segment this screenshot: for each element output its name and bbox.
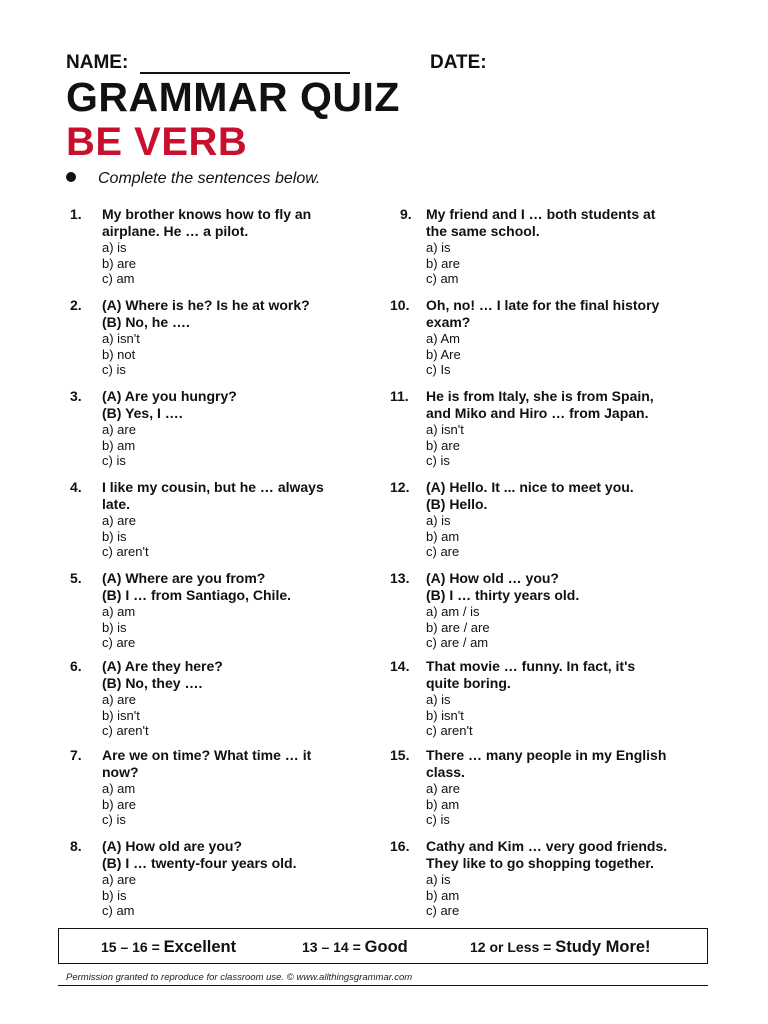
answer-option: a) is <box>426 240 451 255</box>
name-line <box>140 54 350 74</box>
question-stem: late. <box>102 496 131 512</box>
question-stem: (A) Are they here? <box>102 658 223 674</box>
answer-option: b) is <box>102 887 127 903</box>
question-stem: I like my cousin, but he … always <box>102 479 324 495</box>
name-label: NAME: <box>66 52 129 73</box>
answer-option: a) am <box>102 604 136 619</box>
date-label: DATE: <box>430 52 487 73</box>
answer-option: c) am <box>102 271 135 286</box>
question-stem: (B) I … from Santiago, Chile. <box>102 587 292 603</box>
answer-option: c) am <box>426 271 459 286</box>
answer-option: b) am <box>426 887 460 903</box>
question-stem: That movie … funny. In fact, it's <box>426 658 636 674</box>
answer-option: b) are <box>426 255 460 271</box>
question-stem: Oh, no! … I late for the final history <box>426 297 660 313</box>
question-stem: class. <box>426 764 465 780</box>
answer-option: c) are / am <box>426 635 489 650</box>
question-stem: (B) No, they …. <box>102 675 203 691</box>
question-stem: (A) Are you hungry? <box>102 388 237 404</box>
question-stem: My brother knows how to fly an <box>102 206 312 222</box>
question-number: 10. <box>390 297 410 313</box>
answer-option: c) is <box>102 812 126 827</box>
question-number: 13. <box>390 570 410 586</box>
question-stem: airplane. He … a pilot. <box>102 223 249 239</box>
score-label: Excellent <box>163 938 237 956</box>
question-stem: now? <box>102 764 139 780</box>
question-number: 9. <box>400 206 412 222</box>
answer-option: b) Are <box>426 346 461 362</box>
answer-option: a) is <box>102 240 127 255</box>
answer-option: c) is <box>426 453 450 468</box>
question-number: 7. <box>70 747 82 763</box>
question-stem: They like to go shopping together. <box>426 855 654 871</box>
question-stem: (A) Hello. It ... nice to meet you. <box>426 479 634 495</box>
question-stem: and Miko and Hiro … from Japan. <box>426 405 649 421</box>
question-stem: Cathy and Kim … very good friends. <box>426 838 668 854</box>
answer-option: a) are <box>426 781 460 796</box>
answer-option: a) am / is <box>426 604 480 619</box>
score-range: 15 – 16 = <box>101 939 160 955</box>
question-stem: (A) How old are you? <box>102 838 242 854</box>
answer-option: b) are <box>102 796 136 812</box>
question-number: 2. <box>70 297 82 313</box>
answer-option: a) are <box>102 692 136 707</box>
answer-option: a) Am <box>426 331 460 346</box>
question-number: 6. <box>70 658 82 674</box>
question-stem: He is from Italy, she is from Spain, <box>426 388 654 404</box>
question-stem: There … many people in my English <box>426 747 667 763</box>
answer-option: a) isn't <box>426 422 464 437</box>
score-study-more <box>470 938 651 957</box>
question-number: 5. <box>70 570 82 586</box>
question-stem: quite boring. <box>426 675 511 691</box>
answer-option: c) aren't <box>102 723 149 738</box>
question-stem: My friend and I … both students at <box>426 206 656 222</box>
answer-option: c) aren't <box>102 544 149 559</box>
answer-option: b) isn't <box>426 707 464 723</box>
answer-option: c) is <box>426 812 450 827</box>
question-stem: (B) Yes, I …. <box>102 405 183 421</box>
score-range: 13 – 14 = <box>302 939 361 955</box>
question-number: 16. <box>390 838 410 854</box>
date-field <box>430 52 487 74</box>
answer-option: b) are <box>426 437 460 453</box>
score-excellent <box>101 938 236 957</box>
question-stem: (A) Where are you from? <box>102 570 266 586</box>
answer-option: c) are <box>102 635 136 650</box>
question-number: 15. <box>390 747 410 763</box>
answer-option: b) is <box>102 528 127 544</box>
question-number: 12. <box>390 479 410 495</box>
answer-option: c) Is <box>426 362 451 377</box>
question-stem: (A) How old … you? <box>426 570 559 586</box>
score-legend <box>58 928 708 964</box>
question-number: 8. <box>70 838 82 854</box>
answer-option: a) isn't <box>102 331 140 346</box>
answer-option: b) are / are <box>426 619 490 635</box>
score-good <box>302 938 408 957</box>
answer-option: c) aren't <box>426 723 473 738</box>
question-stem: (B) No, he …. <box>102 314 190 330</box>
question-number: 1. <box>70 206 82 222</box>
footer-divider <box>58 985 708 986</box>
answer-option: a) are <box>102 422 136 437</box>
question-stem: Are we on time? What time … it <box>102 747 312 763</box>
answer-option: c) are <box>426 544 460 559</box>
answer-option: a) is <box>426 513 451 528</box>
answer-option: c) is <box>102 362 126 377</box>
question-stem: (A) Where is he? Is he at work? <box>102 297 310 313</box>
instructions <box>66 170 320 188</box>
name-field <box>66 52 350 74</box>
question-stem: the same school. <box>426 223 540 239</box>
score-range: 12 or Less = <box>470 939 552 955</box>
question-stem: (B) I … thirty years old. <box>426 587 580 603</box>
answer-option: c) are <box>426 903 460 918</box>
answer-option: a) are <box>102 513 136 528</box>
answer-option: a) is <box>426 692 451 707</box>
question-number: 4. <box>70 479 82 495</box>
answer-option: b) is <box>102 619 127 635</box>
question-stem: exam? <box>426 314 471 330</box>
answer-option: b) are <box>102 255 136 271</box>
bullet-icon <box>66 172 76 182</box>
page-title: GRAMMAR QUIZ <box>66 74 400 120</box>
answer-option: c) is <box>102 453 126 468</box>
answer-option: a) am <box>102 781 136 796</box>
question-stem: (B) Hello. <box>426 496 488 512</box>
question-number: 3. <box>70 388 82 404</box>
score-label: Study More! <box>555 938 651 956</box>
page-subtitle: BE VERB <box>66 120 248 164</box>
answer-option: a) is <box>426 872 451 887</box>
answer-option: b) not <box>102 346 136 362</box>
answer-option: b) am <box>426 528 460 544</box>
answer-option: a) are <box>102 872 136 887</box>
score-label: Good <box>364 938 408 956</box>
answer-option: b) am <box>102 437 136 453</box>
question-number: 14. <box>390 658 410 674</box>
answer-option: b) am <box>426 796 460 812</box>
answer-option: c) am <box>102 903 135 918</box>
answer-option: b) isn't <box>102 707 140 723</box>
copyright-footer: Permission granted to reproduce for classroom use. © www.allthingsgrammar.com <box>66 972 413 983</box>
question-number: 11. <box>390 388 409 404</box>
instructions-text: Complete the sentences below. <box>98 170 321 187</box>
question-stem: (B) I … twenty-four years old. <box>102 855 297 871</box>
